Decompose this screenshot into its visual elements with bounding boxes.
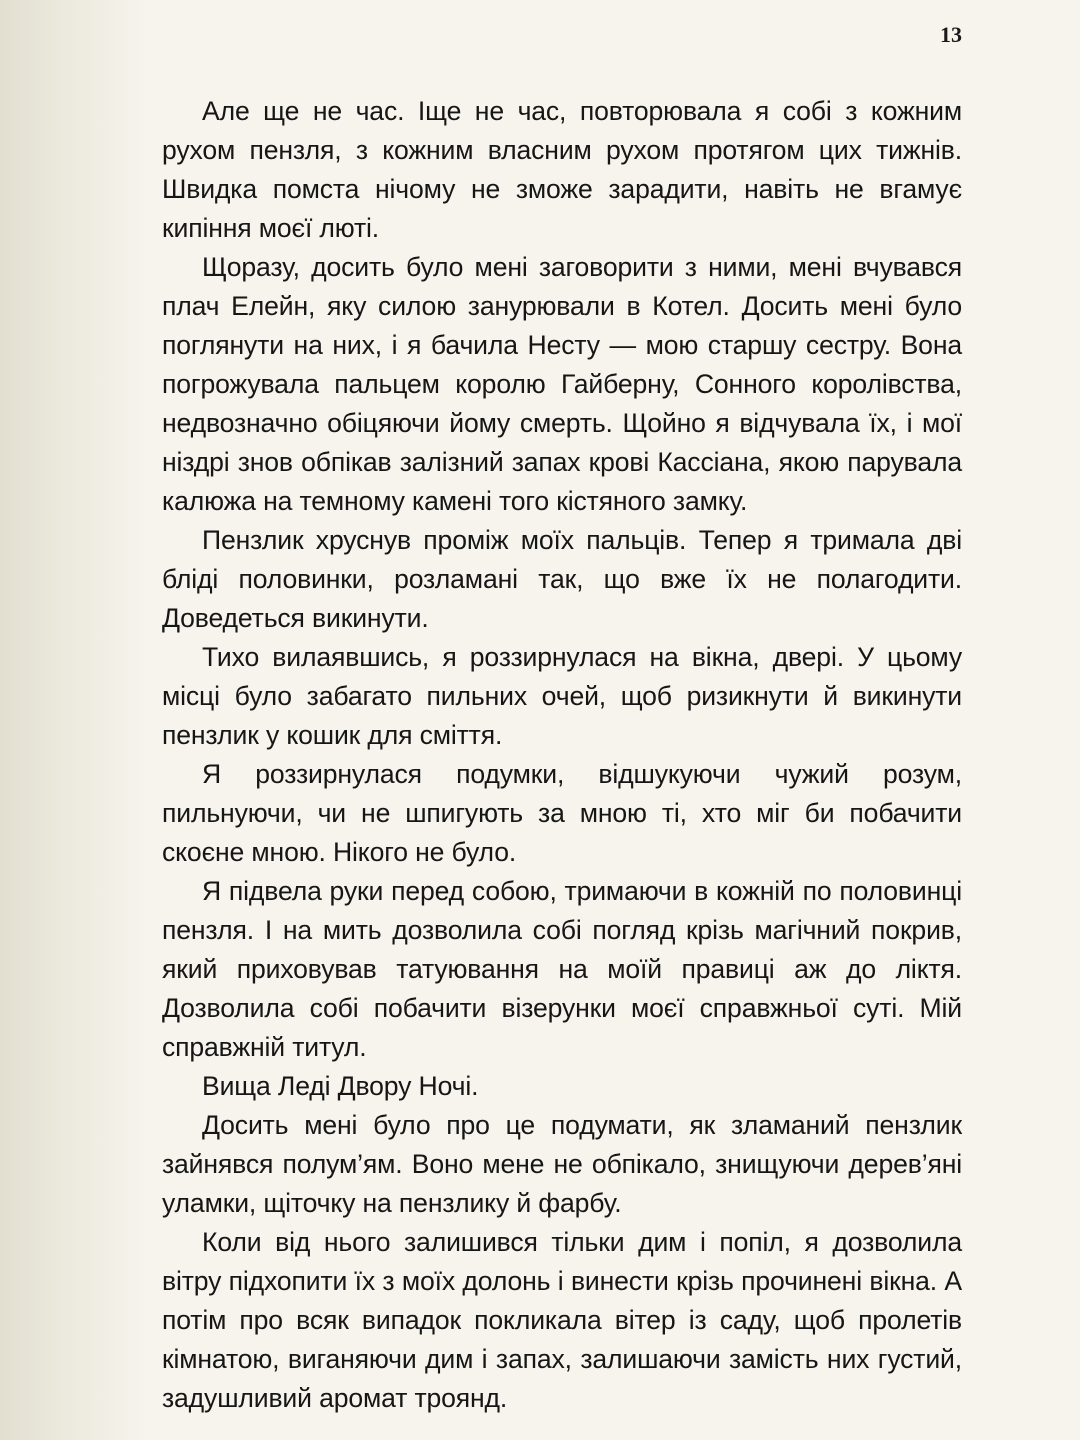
paragraph: Пензлик хруснув проміж моїх пальців. Тепер я тримала дві бліді половинки, розламані так, що вже їх не полагодити. Доведеться викинути. — [162, 525, 962, 633]
page-gutter-shadow — [0, 0, 150, 1440]
paragraph: Я підвела руки перед собою, тримаючи в кожній по половинці пензля. І на мить дозволила собі погляд крізь магічний покрив, який приховував татуювання на моїй правиці аж до ліктя. Дозволила собі побачити візерунки моєї справжньої суті. Мій справжній титул. — [162, 876, 962, 1062]
paragraph: Досить мені було про це подумати, як зламаний пензлик зайнявся полум’ям. Воно мене не обпікало, знищуючи дерев’яні уламки, щіточку на пензлику й фарбу. — [162, 1110, 962, 1218]
paragraph: Але ще не час. Іще не час, повторювала я собі з кожним рухом пензля, з кожним власним рухом протягом цих тижнів. Швидка помста нічому не зможе зарадити, навіть не вгамує кипіння моєї люті. — [162, 96, 962, 243]
paragraph: Коли від нього залишився тільки дим і попіл, я дозволила вітру підхопити їх з моїх долонь і винести крізь прочинені вікна. А потім про всяк випадок покликала вітер із саду, щоб пролетів кімнатою, виганяючи дим і запах, залишаючи замість них густий, задушливий аромат троянд. — [162, 1227, 962, 1413]
paragraph: Тихо вилаявшись, я роззирнулася на вікна, двері. У цьому місці було забагато пильних очей, щоб ризикнути й викинути пензлик у кошик для сміття. — [162, 642, 962, 750]
paragraph: Щоразу, досить було мені заговорити з ними, мені вчувався плач Елейн, яку силою занурювали в Котел. Досить мені було поглянути на них, і я бачила Несту — мою старшу сестру. Вона погрожувала пальцем королю Гайберну, Сонного королівства, недвозначно обіцяючи йому смерть. Щойно я відчувала їх, і мої ніздрі знов обпікав залізний запах крові Кассіана, якою парувала калюжа на темному камені того кістяного замку. — [162, 252, 962, 516]
page-number: 13 — [940, 22, 962, 47]
body-text — [162, 92, 962, 1418]
paragraph: Я роззирнулася подумки, відшукуючи чужий розум, пильнуючи, чи не шпигують за мною ті, хто міг би побачити скоєне мною. Нікого не було. — [162, 759, 962, 867]
paragraph: Вища Леді Двору Ночі. — [202, 1071, 479, 1101]
